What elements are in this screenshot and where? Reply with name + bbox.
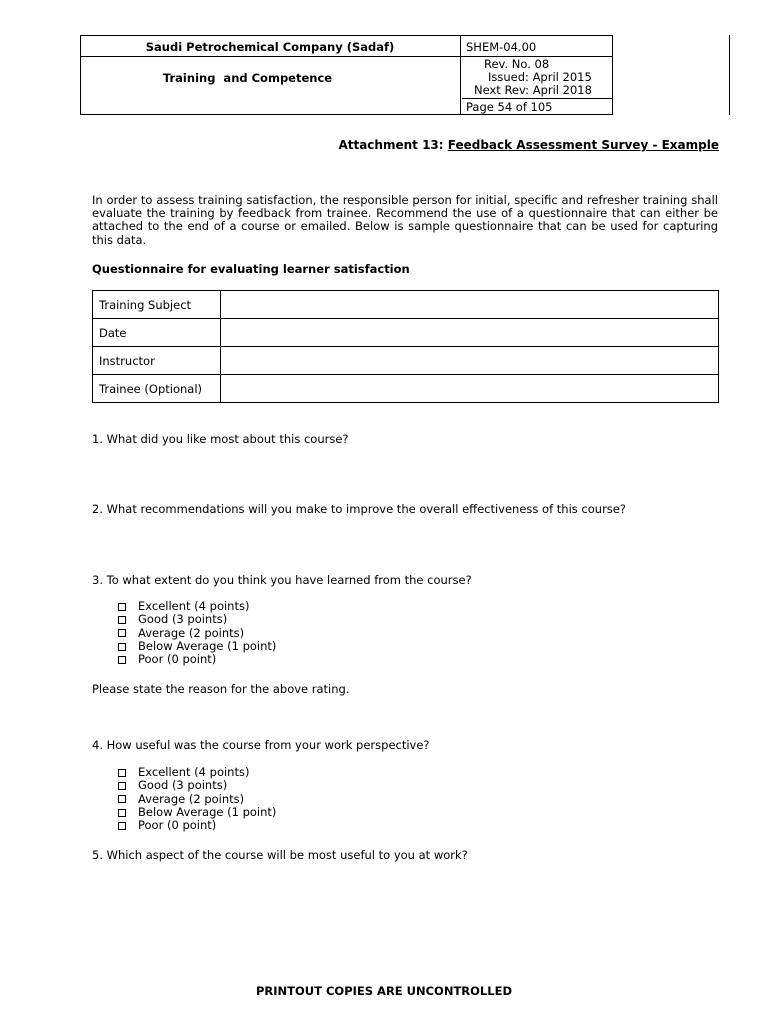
attachment-name: Feedback Assessment Survey - Example	[447, 138, 719, 152]
list-item	[118, 627, 276, 640]
revision-number: Rev. No. 08	[484, 57, 550, 71]
attachment-prefix: Attachment 13:	[338, 138, 448, 152]
checkbox[interactable]	[118, 809, 126, 817]
training-subject-field[interactable]	[221, 291, 719, 319]
list-item	[118, 806, 276, 819]
option-label: Excellent (4 points)	[138, 599, 250, 613]
question-1: 1. What did you like most about this course?	[92, 432, 349, 446]
company-name: Saudi Petrochemical Company (Sadaf)	[145, 40, 395, 54]
attachment-title	[338, 138, 719, 152]
trainee-field[interactable]	[221, 375, 719, 403]
checkbox[interactable]	[118, 822, 126, 830]
question-4: 4. How useful was the course from your work perspective?	[92, 738, 430, 752]
list-item	[118, 640, 276, 653]
option-label: Excellent (4 points)	[138, 765, 250, 779]
question-5: 5. Which aspect of the course will be most useful to you at work?	[92, 848, 468, 862]
list-item	[118, 653, 276, 666]
checkbox[interactable]	[118, 643, 126, 651]
table-row	[93, 347, 719, 375]
checkbox[interactable]	[118, 629, 126, 637]
footer-notice: PRINTOUT COPIES ARE UNCONTROLLED	[255, 984, 512, 998]
intro-paragraph: In order to assess training satisfaction, the responsible person for initial, specific and refresher training shall evaluate the training by feedback from trainee. Recommend the use of a questionnaire that can either be attached to the end of a course or emailed. Below is sample questionnaire that can be used for capturing this data.	[92, 193, 718, 247]
option-label: Good (3 points)	[138, 778, 228, 793]
document-title: Training and Competence	[162, 71, 333, 85]
option-label: Below Average (1 point)	[138, 638, 277, 653]
row-label: Date	[93, 319, 221, 347]
table-row	[93, 375, 719, 403]
q4-options	[118, 766, 276, 832]
table-row	[93, 291, 719, 319]
option-label: Average (2 points)	[138, 625, 245, 640]
checkbox[interactable]	[118, 603, 126, 611]
row-label: Trainee (Optional)	[93, 375, 221, 403]
list-item	[118, 779, 276, 792]
q3-followup: Please state the reason for the above rating.	[92, 682, 350, 696]
checkbox[interactable]	[118, 656, 126, 664]
row-label: Training Subject	[93, 291, 221, 319]
list-item	[118, 793, 276, 806]
table-row	[93, 319, 719, 347]
list-item	[118, 600, 276, 613]
list-item	[118, 613, 276, 626]
checkbox[interactable]	[118, 782, 126, 790]
checkbox[interactable]	[118, 769, 126, 777]
checkbox[interactable]	[118, 795, 126, 803]
q3-options	[118, 600, 276, 666]
document-code: SHEM-04.00	[466, 40, 537, 54]
option-label: Below Average (1 point)	[138, 804, 277, 819]
option-label: Average (2 points)	[138, 791, 245, 806]
next-revision-date: Next Rev: April 2018	[474, 83, 592, 97]
list-item	[118, 819, 276, 832]
issued-date: Issued: April 2015	[488, 70, 592, 84]
checkbox[interactable]	[118, 616, 126, 624]
option-label: Good (3 points)	[138, 612, 228, 627]
questionnaire-heading: Questionnaire for evaluating learner satisfaction	[92, 262, 410, 276]
training-info-table	[92, 290, 719, 403]
page-number: Page 54 of 105	[466, 100, 553, 114]
list-item	[118, 766, 276, 779]
option-label: Poor (0 point)	[138, 818, 217, 833]
question-2: 2. What recommendations will you make to improve the overall effectiveness of this course?	[92, 502, 626, 516]
date-field[interactable]	[221, 319, 719, 347]
question-3: 3. To what extent do you think you have learned from the course?	[92, 573, 472, 587]
row-label: Instructor	[93, 347, 221, 375]
instructor-field[interactable]	[221, 347, 719, 375]
option-label: Poor (0 point)	[138, 652, 217, 667]
